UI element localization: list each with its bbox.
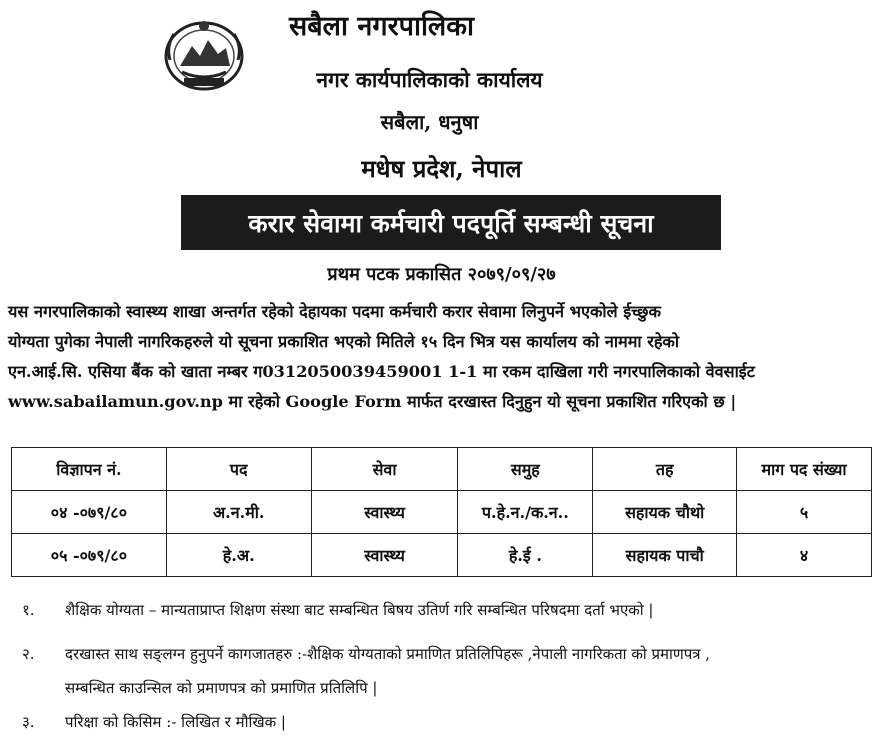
table-cell: प.हे.न./क.न.. <box>458 491 593 534</box>
province-name: मधेष प्रदेश, नेपाल <box>361 154 522 183</box>
table-cell: हे.ई . <box>458 534 593 577</box>
note-text: दरखास्त साथ सङ्लग्न हुनुपर्ने कागजातहरु :-शैक्षिक योग्यताको प्रमाणित प्रतिलिपिहरू ,नेपाली नागरिकता को प्रमाणपत्र , <box>65 645 711 663</box>
table-cell: सहायक पाचौ <box>593 534 737 577</box>
table-row <box>12 534 872 577</box>
table-cell: हे.अ. <box>166 534 311 577</box>
table-row <box>12 491 872 534</box>
table-cell: स्वास्थ्य <box>311 491 458 534</box>
table-cell: अ.न.मी. <box>166 491 311 534</box>
table-cell: ४ <box>737 534 872 577</box>
table-cell: ०५ -०७९/८० <box>12 534 167 577</box>
note-text: परिक्षा को किसिम :- लिखित र मौखिक | <box>65 713 286 731</box>
paragraph-line: एन.आई.सि. एसिया बैंक को खाता नम्बर ग0312050039459001 1-1 मा रकम दाखिला गरी नगरपालिकाको वेवसाईट <box>8 362 755 381</box>
table-header-row <box>12 448 872 491</box>
column-header: सेवा <box>311 448 458 491</box>
municipality-name: सबैला नगरपालिका <box>289 11 474 42</box>
paragraph-line: www.sabailamun.gov.np मा रहेको Google Form मार्फत दरखास्त दिनुहुन यो सूचना प्रकाशित गरिएको छ | <box>8 392 737 411</box>
notice-paragraph <box>8 297 876 417</box>
paragraph-line: योग्यता पुगेका नेपाली नागरिकहरुले यो सूचना प्रकाशित भएको मितिले १५ दिन भित्र यस कार्यालय को नाममा रहेको <box>8 332 680 351</box>
office-location: सबैला, धनुषा <box>380 110 479 134</box>
table-cell: सहायक चौथो <box>593 491 737 534</box>
column-header: समुह <box>458 448 593 491</box>
office-name: नगर कार्यपालिकाको कार्यालय <box>316 67 543 92</box>
column-header: विज्ञापन नं. <box>12 448 167 491</box>
column-header: माग पद संख्या <box>737 448 872 491</box>
note-text: सम्बन्धित काउन्सिल को प्रमाणपत्र को प्रमाणित प्रतिलिपि | <box>65 679 378 697</box>
letterhead <box>0 0 883 190</box>
notice-title: करार सेवामा कर्मचारी पदपूर्ति सम्बन्धी सूचना <box>181 195 721 250</box>
table-cell: ०४ -०७९/८० <box>12 491 167 534</box>
publication-date: प्रथम पटक प्रकासित २०७९/०९/२७ <box>327 264 556 285</box>
note-number: २. <box>22 645 35 663</box>
vacancy-table <box>11 447 872 577</box>
table-cell: ५ <box>737 491 872 534</box>
paragraph-line: यस नगरपालिकाको स्वास्थ्य शाखा अन्तर्गत रहेको देहायका पदमा कर्मचारी करार सेवामा लिनुपर्ने भएकोले ईच्छुक <box>8 302 661 321</box>
table-cell: स्वास्थ्य <box>311 534 458 577</box>
note-number: १. <box>22 601 35 619</box>
column-header: तह <box>593 448 737 491</box>
note-number: ३. <box>22 713 35 731</box>
note-text: शैक्षिक योग्यता – मान्यताप्राप्त शिक्षण संस्था बाट सम्बन्धित बिषय उतिर्ण गरि सम्बन्धित परिषदमा दर्ता भएको | <box>65 601 654 619</box>
column-header: पद <box>166 448 311 491</box>
